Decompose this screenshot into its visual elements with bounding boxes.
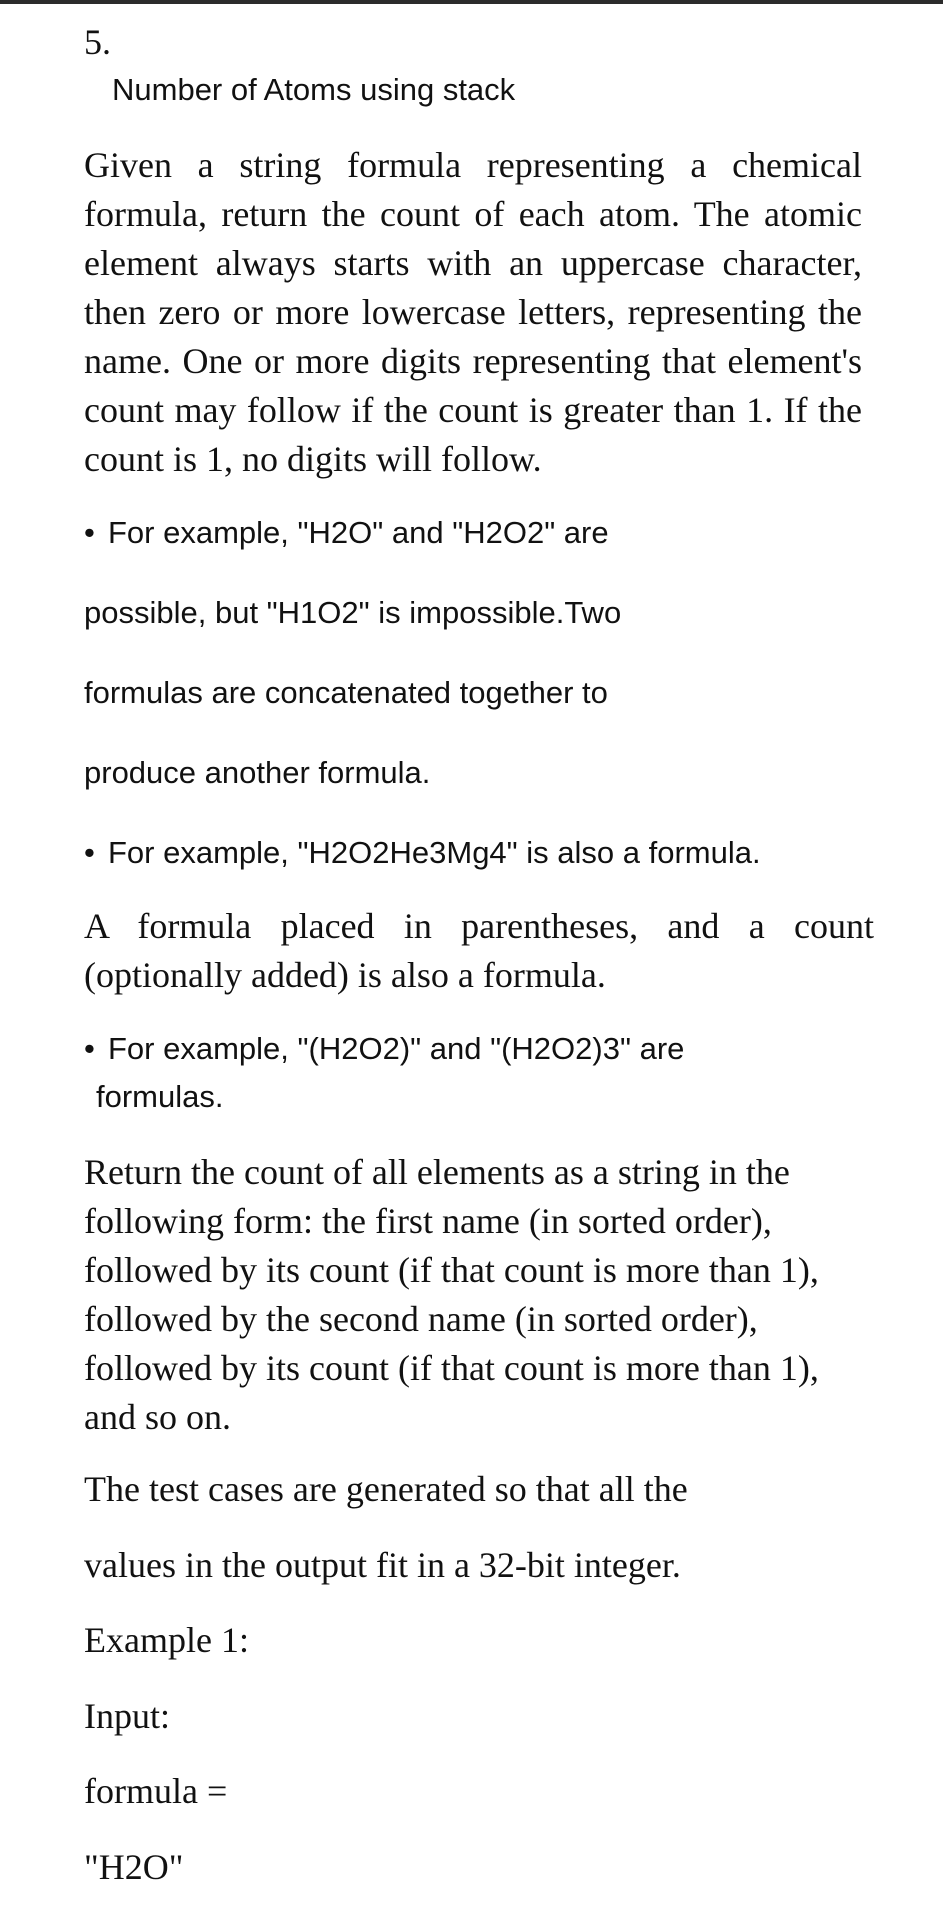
parentheses-paragraph	[84, 902, 874, 1000]
return-line: followed by its count (if that count is more than 1),	[84, 1348, 819, 1388]
bullet-text: For example, "(H2O2)" and "(H2O2)3" are	[108, 1031, 685, 1066]
intro-line: then zero or more lowercase letters, representing the	[84, 292, 862, 332]
example-heading: Example 1:	[84, 1620, 249, 1660]
problem-title: Number of Atoms using stack	[112, 72, 516, 107]
return-line: followed by the second name (in sorted order),	[84, 1299, 758, 1339]
formula-label: formula =	[84, 1771, 228, 1811]
return-paragraph	[84, 1148, 819, 1442]
return-line: following form: the first name (in sorted order),	[84, 1201, 772, 1241]
test-cases-line: values in the output fit in a 32-bit integer.	[84, 1545, 681, 1585]
problem-number: 5.	[84, 22, 111, 62]
formula-value: "H2O"	[84, 1847, 184, 1887]
bullet-item-3	[84, 1025, 684, 1072]
bullet-marker: •	[84, 835, 95, 870]
bullet-marker: •	[84, 1031, 95, 1066]
intro-line: Given a string formula representing a chemical	[84, 145, 862, 185]
intro-paragraph	[84, 141, 862, 484]
bullet-continuation: formulas.	[96, 1079, 224, 1114]
test-cases-line: The test cases are generated so that all the	[84, 1469, 688, 1509]
paren-line: (optionally added) is also a formula.	[84, 955, 606, 995]
return-line: followed by its count (if that count is more than 1),	[84, 1250, 819, 1290]
bullet-continuation: produce another formula.	[84, 755, 431, 790]
bullet-text: For example, "H2O2He3Mg4" is also a formula.	[108, 835, 761, 870]
bullet-continuation: possible, but "H1O2" is impossible.Two	[84, 595, 622, 630]
return-line: and so on.	[84, 1397, 231, 1437]
return-line: Return the count of all elements as a string in the	[84, 1152, 790, 1192]
intro-line: count is 1, no digits will follow.	[84, 439, 542, 479]
intro-line: count may follow if the count is greater than 1. If the	[84, 390, 862, 430]
bullet-marker: •	[84, 515, 95, 550]
bullet-text: For example, "H2O" and "H2O2" are	[108, 515, 609, 550]
intro-line: name. One or more digits representing that element's	[84, 341, 862, 381]
bullet-item-1	[84, 509, 609, 556]
bullet-continuation: formulas are concatenated together to	[84, 675, 608, 710]
bullet-item-2	[84, 829, 761, 876]
input-label: Input:	[84, 1696, 170, 1736]
paren-line: A formula placed in parentheses, and a count	[84, 906, 874, 946]
intro-line: element always starts with an uppercase character,	[84, 243, 862, 283]
intro-line: formula, return the count of each atom. The atomic	[84, 194, 862, 234]
